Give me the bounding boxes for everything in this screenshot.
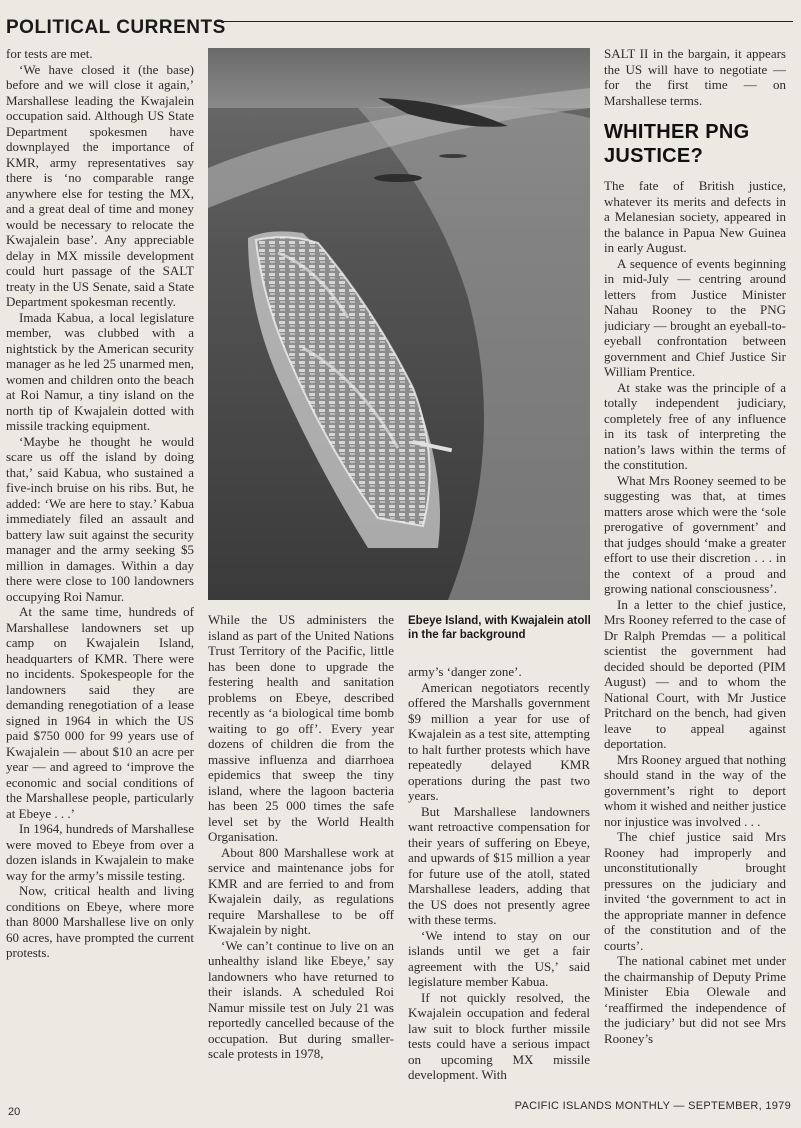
paragraph: for tests are met. [6,46,93,61]
paragraph: The national cabinet met under the chairmanship of Deputy Prime Minister Ebia Olewale and ‘reaffirmed the independence of the judiciary’ but did not see Mrs Rooney’s [604,953,786,1046]
paragraph: ‘We have closed it (the base) before and we will close it again,’ Marshallese leading the Kwajalein occupation said. Although US State Department spokesmen have downplayed the importance of KMR, army representatives say there is ‘no comparable range anywhere else for testing the MX, and a great deal of time and money would be necessary to relocate the Kwajalein base’. Any appreciable delay in MX missile development could hurt passage of the SALT treaty in the US Senate, said a State Department spokesman recently. [6,61,194,309]
paragraph: A sequence of events beginning in mid-July — centring around letters from Justice Minister Nahau Rooney to the PNG judiciary — brought an eyeball-to-eyeball confrontation between government and Chief Justice Sir William Prentice. [604,255,786,379]
photo-caption: Ebeye Island, with Kwajalein atoll in the far background [408,615,591,641]
paragraph: At stake was the principle of a totally independent judiciary, completely free of any influence in its task of interpreting the nation’s laws within the terms of the constitution. [604,379,786,472]
paragraph: At the same time, hundreds of Marshallese landowners set up camp on Kwajalein Island, headquarters of KMR. There were no incidents. Spokespeople for the landowners said they are demanding renegotiation of a lease signed in 1964 in which the US paid $750 000 for 99 years use of Kwajalein — about $10 an acre per year — and agreed to ‘improve the economic and social conditions of the Marshallese people, particularly at Ebeye . . .’ [6,604,194,821]
section-title: POLITICAL CURRENTS [6,17,226,38]
paragraph: ‘Maybe he thought he would scare us off the island by doing that,’ said Kabua, who sustained a five-inch bruise on his ribs. But, he added: ‘We are here to stay.’ Kabua immediately filed an assault and battery law suit against the security manager and the army seeking $5 million in damages. Within a day there were close to 100 landowners occupying Roi Namur. [6,433,194,604]
page-number: 20 [8,1106,21,1118]
footer-publication: PACIFIC ISLANDS MONTHLY — SEPTEMBER, 1979 [514,1100,791,1112]
paragraph: If not quickly resolved, the Kwajalein occupation and federal law suit to block further missile tests could have a serious impact on upcoming MX missile development. With [408,989,590,1082]
column-2 [208,612,394,1082]
paragraph: About 800 Marshallese work at service and maintenance jobs for KMR and are ferried to and from Kwajalein daily, as regulations require Marshallese to be off Kwajalein by night. [208,844,394,937]
paragraph: ‘We intend to stay on our islands until we get a fair agreement with the US,’ said legislature member Kabua. [408,927,590,989]
article-headline: WHITHER PNG JUSTICE? [604,121,750,167]
paragraph: While the US administers the island as part of the United Nations Trust Territory of the Pacific, little has been done to upgrade the festering health and sanitation problems on Ebeye, described recently as ‘a biological time bomb waiting to go off’. Every year dozens of children die from the massive influenza and diarrhoea epidemics that sweep the tiny island, where the lagoon bacteria has been 25 000 times the safe level set by the World Health Organisation. [208,612,394,844]
paragraph: SALT II in the bargain, it appears the US will have to negotiate — for the first time — on Marshallese terms. [604,46,786,108]
paragraph: What Mrs Rooney seemed to be suggesting was that, at times matters arose which were the ‘sole prerogative of government’ and that judges should ‘make a greater effort to use their discretion . . . in the context of a proud and growing national consciousness’. [604,472,786,596]
paragraph: Imada Kabua, a local legislature member, was clubbed with a nightstick by the American security manager as he led 25 unarmed men, women and children onto the beach at Roi Namur, a tiny island on the north tip of Kwajalein dotted with missile tracking equipment. [6,309,194,433]
paragraph: In a letter to the chief justice, Mrs Rooney referred to the case of Dr Ralph Premdas — a political scientist the government had decided should be deported (PIM August) — and to whom the National Court, with Mr Justice Pritchard on the bench, had given leave to appeal against deportation. [604,596,786,751]
paragraph: Now, critical health and living conditions on Ebeye, where more than 8000 Marshallese live on only 60 acres, have prompted the current protests. [6,883,194,960]
aerial-photo-ebeye-island [208,48,590,600]
column-4 [604,46,786,1091]
paragraph: But Marshallese landowners want retroactive compensation for their years of suffering on Ebeye, and upwards of $15 million a year for future use of the atoll, stated Marshallese leaders, adding that the US does not presently agree with these terms. [408,803,590,927]
paragraph: American negotiators recently offered the Marshalls government $9 million a year for use of Kwajalein as a test site, attempting to halt further protests which have repeatedly delayed KMR operations during the past two years. [408,679,590,803]
paragraph: Mrs Rooney argued that nothing should stand in the way of the government’s right to deport whom it wished and neither justice nor injustice was involved . . . [604,751,786,829]
paragraph: ‘We can’t continue to live on an unhealthy island like Ebeye,’ say landowners who have returned to their islands. A scheduled Roi Namur missile test on July 21 was reportedly cancelled because of the occupation. But during smaller-scale protests in 1978, [208,937,394,1061]
paragraph: The fate of British justice, whatever its merits and defects in a Melanesian society, appeared in the balance in Papua New Guinea in early August. [604,178,786,255]
paragraph: The chief justice said Mrs Rooney had improperly and unconstitutionally brought pressures on the judiciary and invited ‘the government to act in the appropriate manner in defence of the constitution and of the courts’. [604,829,786,953]
column-1 [6,46,194,1086]
column-3 [408,664,590,1084]
paragraph: army’s ‘danger zone’. [408,664,522,679]
paragraph: In 1964, hundreds of Marshallese were moved to Ebeye from over a dozen islands in Kwajalein to make way for the army’s missile testing. [6,821,194,883]
title-rule [216,21,793,22]
